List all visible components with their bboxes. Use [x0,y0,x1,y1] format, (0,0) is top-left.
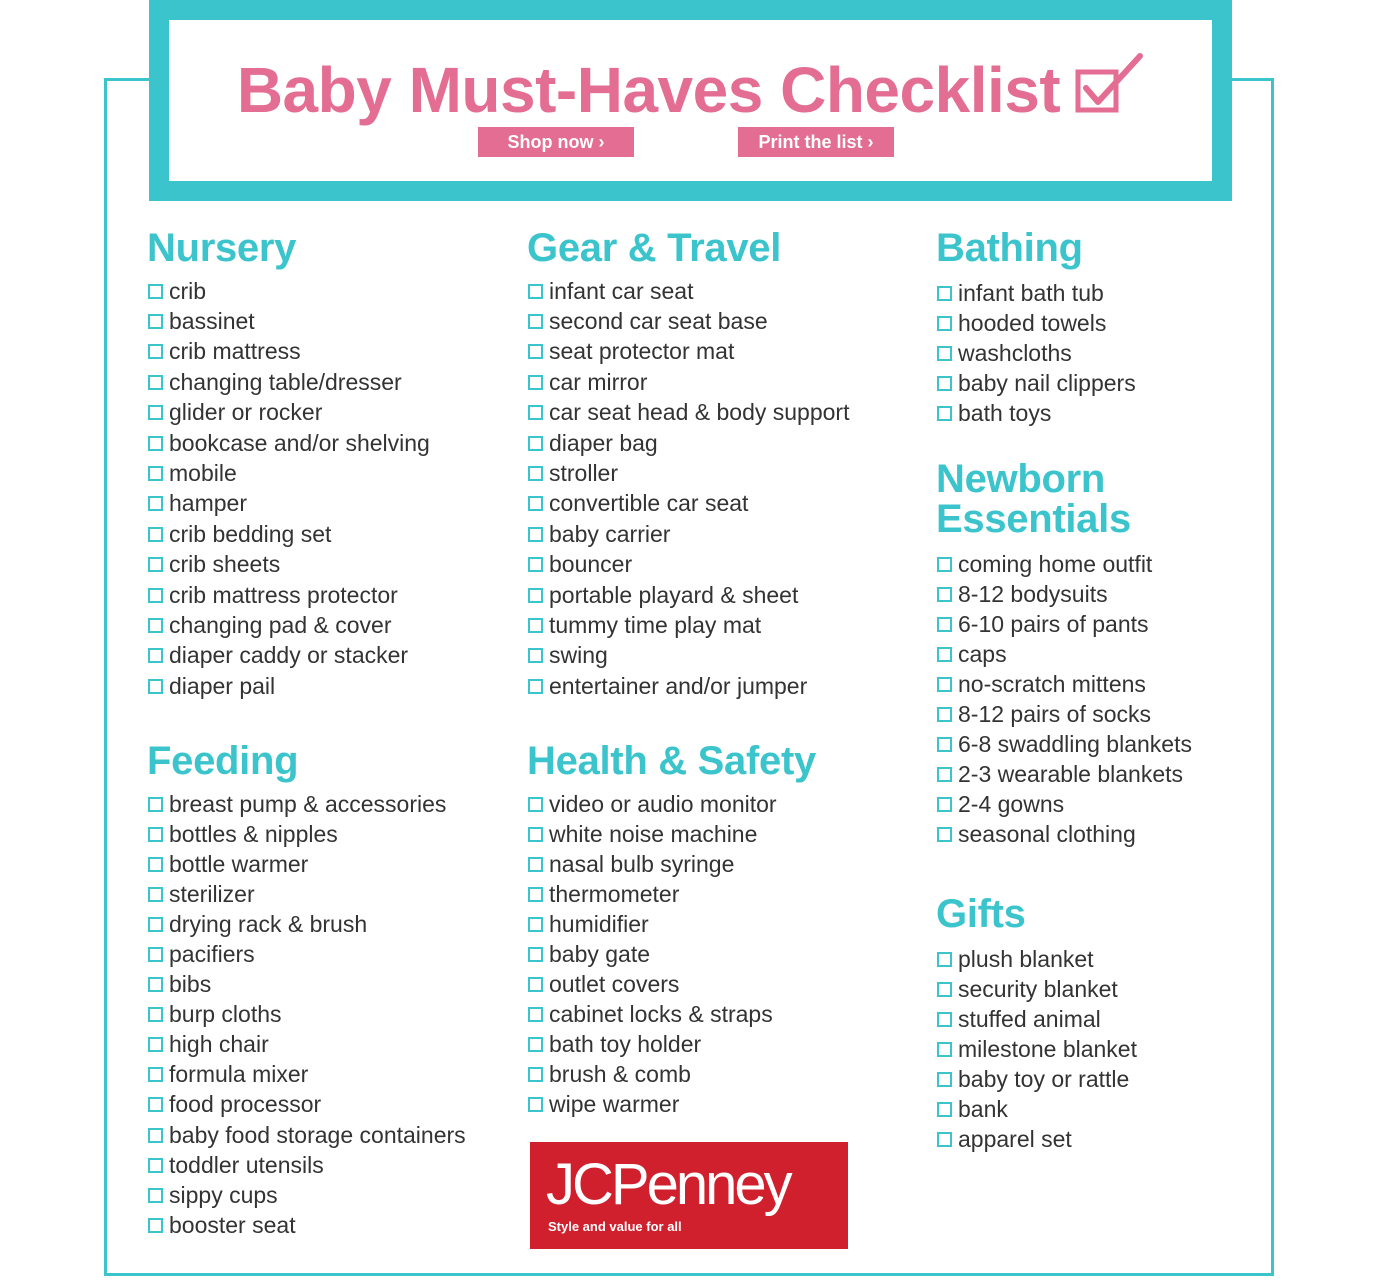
checklist-item-label: mobile [169,460,237,487]
section-title: Gifts [936,892,1026,936]
checklist-item[interactable] [936,699,1192,729]
checklist-item-label: infant car seat [549,277,694,304]
checkbox-icon[interactable] [937,346,952,361]
checklist-item[interactable] [147,939,466,969]
checkbox-icon[interactable] [148,648,163,663]
checklist-item[interactable] [147,276,430,306]
checklist-item-label: breast pump & accessories [169,790,447,817]
checklist [936,944,1137,1155]
checkbox-icon[interactable] [528,527,543,542]
checkbox-icon[interactable] [937,647,952,662]
checkbox-icon[interactable] [937,1132,952,1147]
checkbox-icon[interactable] [937,952,952,967]
checkbox-icon[interactable] [528,947,543,962]
checklist-item[interactable] [147,1090,466,1120]
checkbox-icon[interactable] [937,827,952,842]
section-gifts [936,894,1137,1155]
checklist-item[interactable] [936,760,1192,790]
checkbox-icon[interactable] [937,1012,952,1027]
checklist-item-label: crib bedding set [169,520,332,547]
checklist-item[interactable] [936,609,1192,639]
checklist-item[interactable] [147,337,430,367]
checkbox-icon[interactable] [148,496,163,511]
checkbox-icon[interactable] [528,588,543,603]
header-banner [149,0,1232,201]
checklist-item[interactable] [147,306,430,336]
checklist-item[interactable] [527,970,816,1000]
checklist-item-label: milestone blanket [958,1035,1137,1062]
checklist-item[interactable] [147,970,466,1000]
checkbox-icon[interactable] [937,982,952,997]
checklist-item-label: bouncer [549,551,633,578]
checkbox-icon[interactable] [528,436,543,451]
checkbox-icon[interactable] [148,405,163,420]
checklist-item-label: portable playard & sheet [549,581,799,608]
checkbox-icon[interactable] [528,917,543,932]
checklist-item[interactable] [936,820,1192,850]
checkbox-icon[interactable] [937,316,952,331]
checklist-item-label: nasal bulb syringe [549,850,735,877]
checklist-item-label: humidifier [549,910,649,937]
checklist-item-label: seasonal clothing [958,821,1136,848]
checklist-item[interactable] [936,549,1192,579]
checklist-item-label: stuffed animal [958,1005,1101,1032]
checkbox-icon[interactable] [937,406,952,421]
checklist-item[interactable] [147,819,466,849]
checklist-item-label: 2-4 gowns [958,791,1065,818]
checkbox-icon[interactable] [528,648,543,663]
checklist-item-label: 6-10 pairs of pants [958,610,1149,637]
checkbox-icon[interactable] [148,857,163,872]
checklist [936,278,1136,428]
checklist-item[interactable] [527,1090,816,1120]
checklist-item-label: bath toy holder [549,1031,702,1058]
checkbox-icon[interactable] [528,466,543,481]
page-title-text: Baby Must-Haves Checklist [236,54,1061,127]
checkbox-icon[interactable] [937,1042,952,1057]
checklist-item[interactable] [147,398,430,428]
checklist-item[interactable] [527,398,849,428]
checkbox-icon[interactable] [528,1037,543,1052]
checklist-item[interactable] [527,610,849,640]
checklist [527,789,816,1120]
section-feeding [147,741,466,1240]
checklist-item-label: bibs [169,971,212,998]
section-gear-travel [527,228,849,701]
checklist-item-label: convertible car seat [549,490,749,517]
checkbox-icon[interactable] [528,344,543,359]
checklist-item[interactable] [936,639,1192,669]
checklist-item-label: bassinet [169,308,255,335]
checkbox-icon[interactable] [148,827,163,842]
checklist-item-label: baby carrier [549,520,671,547]
checklist [147,276,430,701]
checkbox-icon[interactable] [937,1102,952,1117]
checklist-item-label: diaper bag [549,429,658,456]
checklist-item-label: food processor [169,1091,322,1118]
print-list-button[interactable]: Print the list › [738,127,894,157]
checklist-item-label: burp cloths [169,1001,282,1028]
checklist-item[interactable] [527,306,849,336]
checklist-item[interactable] [147,1060,466,1090]
checklist-item-label: crib [169,277,207,304]
checklist-item-label: 6-8 swaddling blankets [958,731,1192,758]
checklist-item-label: high chair [169,1031,269,1058]
checkbox-icon[interactable] [148,314,163,329]
checklist-item[interactable] [936,338,1136,368]
checklist-item-label: crib sheets [169,551,281,578]
checkbox-icon[interactable] [528,618,543,633]
checklist-item[interactable] [147,909,466,939]
checklist-item[interactable] [936,1064,1137,1094]
section-health-safety [527,741,816,1120]
checklist-item[interactable] [527,909,816,939]
checklist-item-label: toddler utensils [169,1151,324,1178]
checkbox-icon[interactable] [937,767,952,782]
checklist-item[interactable] [936,730,1192,760]
checkbox-icon[interactable] [937,376,952,391]
checklist-item[interactable] [936,1125,1137,1155]
checkbox-icon[interactable] [528,1097,543,1112]
section-title [936,459,1192,539]
checklist-item[interactable] [936,308,1136,338]
checkbox-icon[interactable] [148,1158,163,1173]
checklist-item[interactable] [527,1030,816,1060]
checkbox-icon[interactable] [937,587,952,602]
checklist-item-label: baby toy or rattle [958,1065,1130,1092]
checkbox-icon[interactable] [528,679,543,694]
checklist-item-label: diaper caddy or stacker [169,642,409,669]
checklist-item-label: apparel set [958,1126,1072,1153]
section-newborn-essentials [936,459,1192,850]
checklist-item[interactable] [936,1094,1137,1124]
section-bathing [936,228,1136,428]
page-title [169,50,1212,129]
checklist-item[interactable] [936,790,1192,820]
section-title: Health & Safety [527,739,816,783]
checklist-item-label: glider or rocker [169,399,323,426]
checklist-item-label: car mirror [549,368,648,395]
checkbox-icon[interactable] [148,618,163,633]
checkbox-icon[interactable] [148,917,163,932]
checkbox-icon[interactable] [528,887,543,902]
checkbox-icon[interactable] [148,375,163,390]
checklist-item[interactable] [147,789,466,819]
checklist-item-label: plush blanket [958,945,1094,972]
checklist-item-label: bath toys [958,399,1052,426]
checklist-item-label: outlet covers [549,971,680,998]
checkbox-icon[interactable] [528,857,543,872]
checkbox-icon[interactable] [148,1007,163,1022]
header-panel [169,20,1212,181]
checkbox-icon[interactable] [528,1067,543,1082]
checkbox-icon[interactable] [937,617,952,632]
checklist-item-label: swing [549,642,608,669]
checklist-item[interactable] [147,641,430,671]
checklist-item-label: baby food storage containers [169,1121,466,1148]
checklist [147,789,466,1240]
checklist-item[interactable] [936,944,1137,974]
checklist-item-label: crib mattress protector [169,581,398,608]
checkbox-icon[interactable] [937,797,952,812]
checklist-item[interactable] [527,489,849,519]
checklist-item[interactable] [147,458,430,488]
checklist-item[interactable] [147,489,430,519]
shop-now-button[interactable]: Shop now › [478,127,634,157]
checklist-item[interactable] [936,669,1192,699]
checklist-item-label: changing pad & cover [169,611,392,638]
checklist-item[interactable] [527,1000,816,1030]
checkbox-icon[interactable] [148,344,163,359]
checklist-item[interactable] [527,276,849,306]
checkbox-icon[interactable] [528,557,543,572]
checkbox-icon[interactable] [528,405,543,420]
checkbox-icon[interactable] [937,1072,952,1087]
checkbox-icon[interactable] [148,527,163,542]
checklist-item-label: white noise machine [549,820,758,847]
checkbox-icon[interactable] [528,375,543,390]
checkbox-icon[interactable] [148,557,163,572]
checkbox-icon[interactable] [148,977,163,992]
checkbox-icon[interactable] [148,1188,163,1203]
checklist-item[interactable] [147,610,430,640]
checklist-item[interactable] [147,428,430,458]
checklist-item-label: tummy time play mat [549,611,762,638]
checklist-item[interactable] [936,579,1192,609]
section-title: Bathing [936,226,1083,270]
checklist-item[interactable] [936,1034,1137,1064]
checklist [527,276,849,701]
checklist-item-label: sippy cups [169,1181,278,1208]
logo-wordmark: JCPenney [546,1152,790,1217]
checklist-item-label: cabinet locks & straps [549,1001,773,1028]
checklist-item-label: baby gate [549,941,651,968]
checklist-item[interactable] [527,458,849,488]
checklist-item[interactable] [147,1180,466,1210]
checklist-item[interactable] [527,939,816,969]
checklist-item-label: security blanket [958,975,1118,1002]
checklist-item-label: bookcase and/or shelving [169,429,430,456]
checklist-item-label: stroller [549,460,619,487]
jcpenney-logo[interactable] [530,1142,848,1249]
checklist-item-label: video or audio monitor [549,790,777,817]
checkbox-icon[interactable] [148,588,163,603]
checklist-item-label: diaper pail [169,672,276,699]
checklist-item-label: brush & comb [549,1061,691,1088]
checkbox-icon[interactable] [148,284,163,299]
checkbox-icon[interactable] [528,977,543,992]
checklist-item[interactable] [527,367,849,397]
checkbox-icon[interactable] [528,496,543,511]
checklist-item[interactable] [147,1120,466,1150]
checklist-item-label: 2-3 wearable blankets [958,761,1184,788]
checkbox-icon[interactable] [528,827,543,842]
checklist-item[interactable] [527,641,849,671]
checklist-item-label: changing table/dresser [169,368,402,395]
section-title: Feeding [147,739,299,783]
checklist-item[interactable] [147,580,430,610]
checklist-item[interactable] [147,879,466,909]
checkbox-icon[interactable] [528,284,543,299]
checklist-item-label: seat protector mat [549,338,735,365]
section-title: Nursery [147,226,297,270]
checklist-item-label: entertainer and/or jumper [549,672,808,699]
checklist-item-label: coming home outfit [958,550,1153,577]
checkbox-icon[interactable] [937,557,952,572]
checklist-item[interactable] [936,974,1137,1004]
checkbox-icon[interactable] [148,466,163,481]
checkbox-icon[interactable] [528,314,543,329]
checklist-item[interactable] [936,398,1136,428]
checklist-item-label: no-scratch mittens [958,670,1146,697]
checklist-item[interactable] [936,368,1136,398]
checkbox-icon[interactable] [148,1037,163,1052]
checklist-item[interactable] [527,428,849,458]
checkbox-icon[interactable] [148,1128,163,1143]
checklist-item[interactable] [147,1210,466,1240]
checklist-item-label: bottles & nipples [169,820,338,847]
checklist-item[interactable] [936,278,1136,308]
checklist-item-label: drying rack & brush [169,910,368,937]
checklist-item-label: 8-12 pairs of socks [958,701,1152,728]
checkbox-icon[interactable] [528,797,543,812]
checklist-item-label: thermometer [549,880,680,907]
checklist-item[interactable] [527,519,849,549]
checklist-item[interactable] [936,1004,1137,1034]
checklist-item[interactable] [147,1030,466,1060]
section-title: Gear & Travel [527,226,782,270]
checklist-item[interactable] [147,849,466,879]
checklist-item-label: bottle warmer [169,850,309,877]
checkbox-icon[interactable] [148,797,163,812]
section-nursery [147,228,430,701]
checklist-item-label: wipe warmer [549,1091,680,1118]
checklist-item-label: bank [958,1096,1008,1123]
checklist-item-label: formula mixer [169,1061,309,1088]
checklist-item-label: 8-12 bodysuits [958,580,1108,607]
checklist-item[interactable] [527,671,849,701]
section-title-line1: Newborn [936,457,1106,501]
checklist-item[interactable] [527,879,816,909]
checklist-item-label: hooded towels [958,309,1107,336]
checklist-item-label: baby nail clippers [958,369,1136,396]
checklist-item[interactable] [147,367,430,397]
checklist-item-label: second car seat base [549,308,768,335]
checkbox-icon[interactable] [148,947,163,962]
checklist-item-label: infant bath tub [958,279,1104,306]
checkbox-icon[interactable] [148,436,163,451]
checklist-item[interactable] [527,849,816,879]
checkbox-icon[interactable] [528,1007,543,1022]
checklist-item-label: pacifiers [169,941,255,968]
checkbox-icon[interactable] [148,679,163,694]
checklist-item-label: caps [958,640,1007,667]
checkbox-icon[interactable] [937,737,952,752]
section-title-line2: Essentials [936,497,1131,541]
logo-tagline: Style and value for all [548,1219,682,1234]
checklist-item[interactable] [147,550,430,580]
checkbox-icon[interactable] [937,677,952,692]
checkbox-icon[interactable] [148,887,163,902]
checklist-item[interactable] [147,1000,466,1030]
checkbox-icon[interactable] [937,707,952,722]
checklist-item[interactable] [527,1060,816,1090]
checkbox-icon[interactable] [148,1067,163,1082]
checkbox-icon[interactable] [937,286,952,301]
checkbox-icon[interactable] [148,1218,163,1233]
checklist-item[interactable] [527,580,849,610]
checklist-item[interactable] [527,337,849,367]
checklist-item-label: washcloths [958,339,1072,366]
checklist [936,549,1192,850]
checklist-item[interactable] [527,789,816,819]
checklist-item[interactable] [147,1150,466,1180]
checklist-item[interactable] [527,550,849,580]
checklist-item-label: booster seat [169,1211,296,1238]
checklist-item-label: crib mattress [169,338,301,365]
checkbox-icon[interactable] [148,1097,163,1112]
checklist-item-label: car seat head & body support [549,399,850,426]
checklist-item-label: hamper [169,490,247,517]
checklist-item[interactable] [147,671,430,701]
checkbox-checked-icon [1074,52,1144,129]
checklist-item-label: sterilizer [169,880,255,907]
checklist-item[interactable] [147,519,430,549]
checklist-item[interactable] [527,819,816,849]
